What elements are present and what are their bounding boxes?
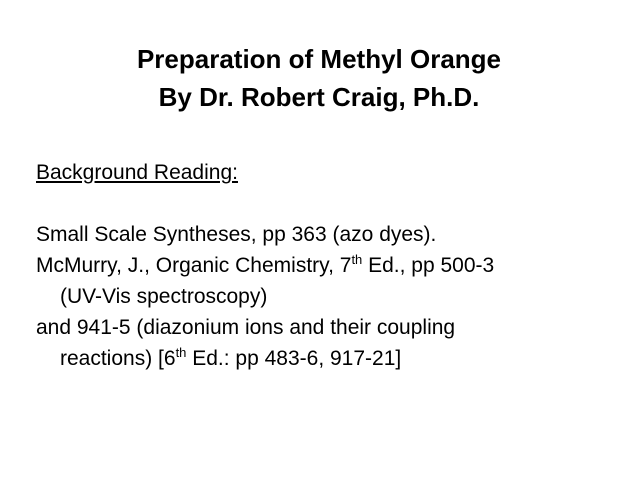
reference-2 bbox=[36, 250, 626, 281]
reference-2-text-b: Ed., pp 500-3 bbox=[362, 254, 495, 277]
reference-2-continuation: (UV-Vis spectroscopy) bbox=[60, 285, 268, 308]
heading-text: Background Reading: bbox=[36, 161, 238, 184]
reference-3-continuation bbox=[36, 343, 626, 374]
reference-2-text-a: McMurry, J., Organic Chemistry, 7 bbox=[36, 254, 352, 277]
reference-3: and 941-5 (diazonium ions and their coupling bbox=[36, 316, 456, 339]
title-line-2: By Dr. Robert Craig, Ph.D. bbox=[158, 82, 480, 112]
reference-1: Small Scale Syntheses, pp 363 (azo dyes). bbox=[36, 223, 437, 246]
reference-3-text-b: reactions) [6 bbox=[60, 347, 176, 370]
title-line-1: Preparation of Methyl Orange bbox=[136, 44, 502, 74]
background-reading-heading bbox=[36, 157, 626, 188]
reference-2-superscript: th bbox=[351, 252, 363, 267]
slide-body bbox=[36, 157, 626, 374]
slide-title bbox=[0, 40, 638, 116]
reference-3-superscript: th bbox=[175, 345, 187, 360]
spacer bbox=[36, 188, 626, 219]
reference-3-text-c: Ed.: pp 483-6, 917-21] bbox=[186, 347, 402, 370]
